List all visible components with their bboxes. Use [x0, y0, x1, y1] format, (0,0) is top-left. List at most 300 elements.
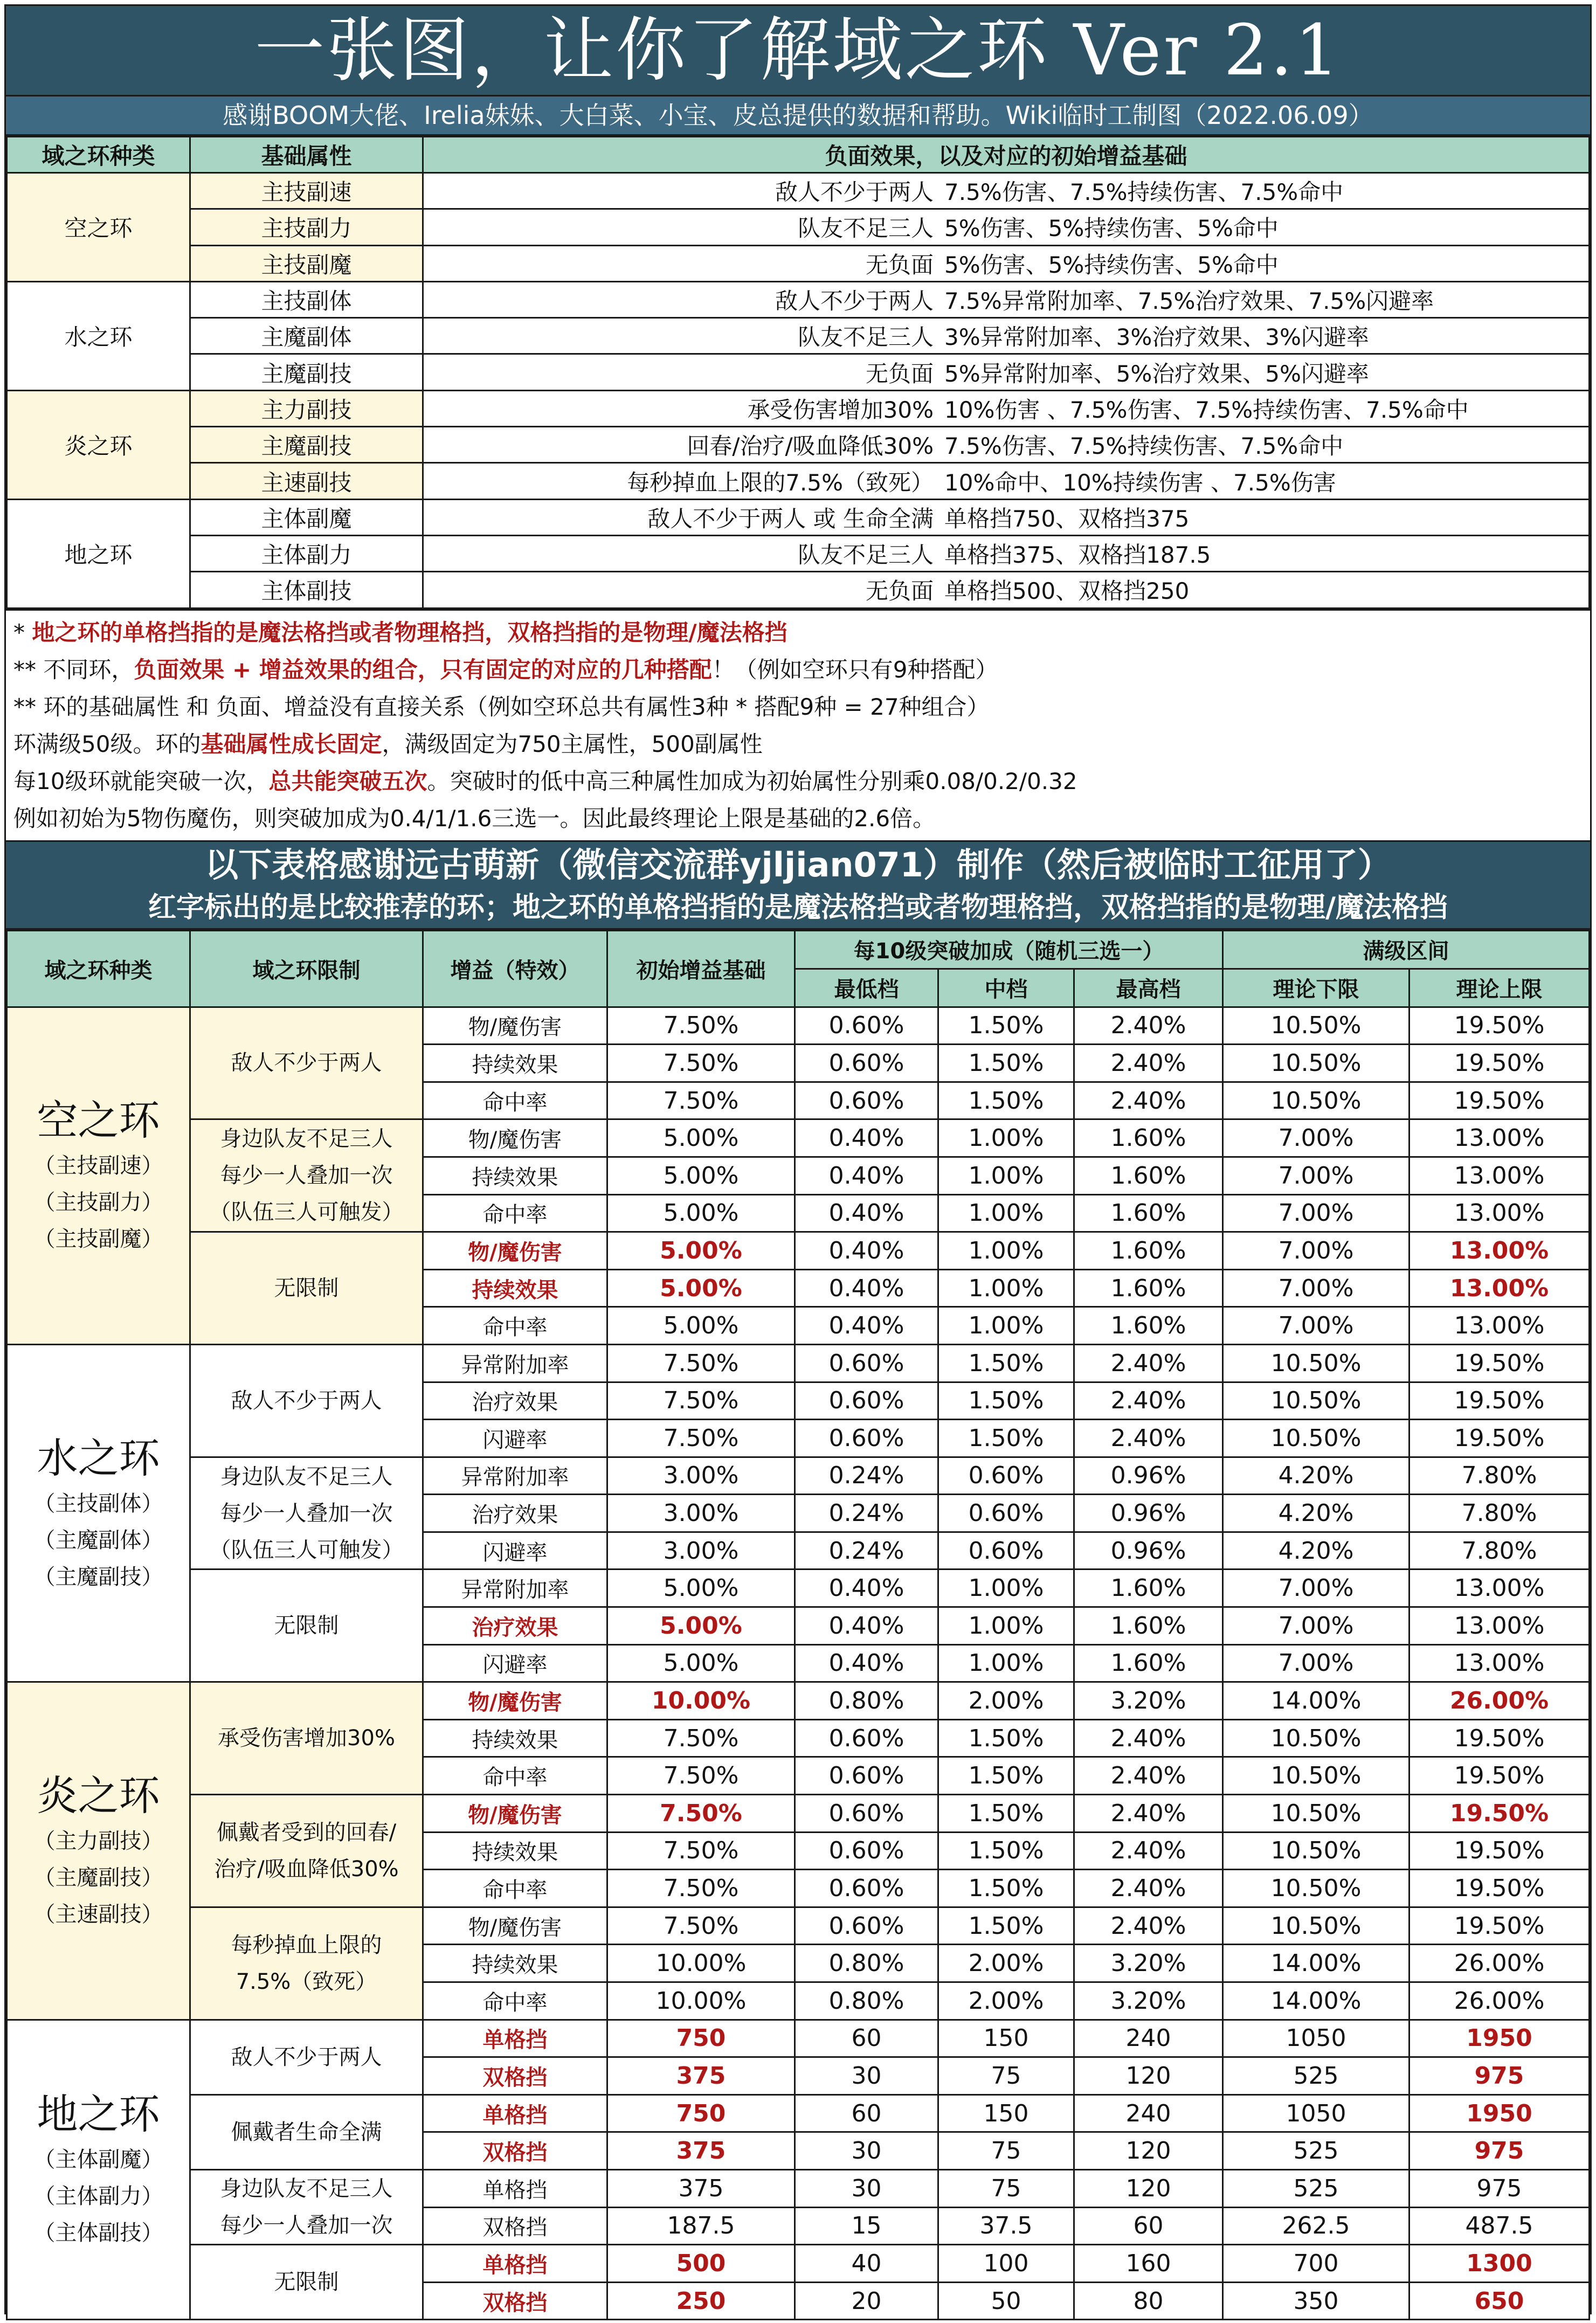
gain-cell: 命中率: [423, 1982, 607, 2020]
init-cell: 7.50%: [607, 1832, 795, 1870]
min-cell: 10.50%: [1223, 1870, 1410, 1907]
mid-cell: 0.60%: [938, 1495, 1074, 1532]
note-2: ** 不同环，负面效果 + 增益效果的组合，只有固定的对应的几种搭配！（例如空环只有9种搭配）: [13, 656, 998, 683]
mid-cell: 2.00%: [938, 1945, 1074, 1982]
negative-effect: 无负面: [865, 578, 934, 605]
min-cell: 14.00%: [1223, 1982, 1410, 2020]
header-max-range: 满级区间: [1223, 930, 1590, 969]
limit-cell: [190, 2094, 423, 2169]
max-cell: 13.00%: [1410, 1232, 1590, 1270]
max-cell: 13.00%: [1410, 1607, 1590, 1645]
min-cell: 10.50%: [1223, 1757, 1410, 1795]
base-attr-cell: 主速副技: [190, 463, 423, 499]
overview-row: [7, 209, 1590, 245]
detail-row: [7, 2245, 1590, 2283]
limit-line: 身边队友不足三人: [220, 2176, 393, 2202]
overview-row: [7, 572, 1590, 608]
low-cell: 0.60%: [795, 1082, 938, 1119]
mid-cell: 1.50%: [938, 1757, 1074, 1795]
min-cell: 7.00%: [1223, 1307, 1410, 1345]
header-low: 最低档: [795, 969, 938, 1007]
init-cell: 375: [607, 2057, 795, 2095]
low-cell: 0.60%: [795, 1719, 938, 1757]
min-cell: 7.00%: [1223, 1607, 1410, 1645]
note-2-highlight: 负面效果 + 增益效果的组合，只有固定的对应的几种搭配: [134, 656, 712, 683]
base-attr-cell: 主体副力: [190, 535, 423, 571]
overview-row: [7, 499, 1590, 535]
max-cell: 19.50%: [1410, 1007, 1590, 1045]
gain-cell: 命中率: [423, 1194, 607, 1232]
detail-row: [7, 1119, 1590, 1157]
max-cell: 975: [1410, 2169, 1590, 2207]
high-cell: 2.40%: [1074, 1382, 1223, 1420]
min-cell: 7.00%: [1223, 1194, 1410, 1232]
init-cell: 500: [607, 2245, 795, 2283]
high-cell: 2.40%: [1074, 1795, 1223, 1833]
init-cell: 5.00%: [607, 1570, 795, 1607]
init-cell: 750: [607, 2020, 795, 2057]
high-cell: 0.96%: [1074, 1495, 1223, 1532]
init-cell: 10.00%: [607, 1682, 795, 1720]
base-attr-cell: 主技副力: [190, 209, 423, 245]
ring-name-cell: [7, 1007, 190, 1344]
effect-cell: [423, 281, 1590, 317]
limit-line: 承受伤害增加30%: [218, 1726, 395, 1751]
max-cell: 26.00%: [1410, 1682, 1590, 1720]
ring-type-cell: 炎之环: [7, 390, 190, 499]
low-cell: 60: [795, 2094, 938, 2132]
gain-cell: 物/魔伤害: [423, 1795, 607, 1833]
mid-cell: 1.50%: [938, 1832, 1074, 1870]
min-cell: 700: [1223, 2245, 1410, 2283]
overview-row: [7, 463, 1590, 499]
mid-cell: 2.00%: [938, 1982, 1074, 2020]
high-cell: 2.40%: [1074, 1007, 1223, 1045]
gain-cell: 持续效果: [423, 1832, 607, 1870]
limit-cell: [190, 1907, 423, 2020]
effect-inner: [427, 320, 1585, 352]
limit-line: 无限制: [274, 2270, 339, 2295]
negative-effect: 回春/治疗/吸血降低30%: [687, 433, 934, 460]
high-cell: 2.40%: [1074, 1907, 1223, 1945]
low-cell: 30: [795, 2132, 938, 2170]
gain-cell: 双格挡: [423, 2057, 607, 2095]
effect-inner: [427, 175, 1585, 207]
init-cell: 5.00%: [607, 1194, 795, 1232]
initial-gain: 7.5%伤害、7.5%持续伤害、7.5%命中: [944, 433, 1344, 460]
high-cell: 1.60%: [1074, 1119, 1223, 1157]
low-cell: 0.40%: [795, 1307, 938, 1345]
initial-gain: 5%伤害、5%持续伤害、5%命中: [944, 215, 1279, 242]
mid-cell: 1.50%: [938, 1795, 1074, 1833]
mid-cell: 1.50%: [938, 1045, 1074, 1082]
init-cell: 7.50%: [607, 1382, 795, 1420]
limit-line: 每少一人叠加一次: [220, 1163, 393, 1188]
min-cell: 1050: [1223, 2094, 1410, 2132]
negative-effect: 无负面: [865, 251, 934, 278]
init-cell: 5.00%: [607, 1307, 795, 1345]
limit-cell: [190, 1232, 423, 1345]
header-mid: 中档: [938, 969, 1074, 1007]
high-cell: 2.40%: [1074, 1420, 1223, 1457]
base-attr-cell: 主力副技: [190, 390, 423, 426]
limit-cell: [190, 2169, 423, 2244]
base-attr-cell: 主技副体: [190, 281, 423, 317]
init-cell: 5.00%: [607, 1607, 795, 1645]
initial-gain: 5%异常附加率、5%治疗效果、5%闪避率: [944, 360, 1369, 387]
low-cell: 20: [795, 2282, 938, 2320]
detail-row: [7, 1570, 1590, 1607]
mid-cell: 1.50%: [938, 1082, 1074, 1119]
low-cell: 0.80%: [795, 1682, 938, 1720]
mid-cell: 1.00%: [938, 1570, 1074, 1607]
max-cell: 13.00%: [1410, 1570, 1590, 1607]
negative-effect: 敌人不少于两人 或 生命全满: [647, 505, 934, 532]
gain-cell: 异常附加率: [423, 1344, 607, 1382]
effect-cell: [423, 499, 1590, 535]
max-cell: 26.00%: [1410, 1982, 1590, 2020]
initial-gain: 单格挡750、双格挡375: [944, 505, 1190, 532]
effect-cell: [423, 572, 1590, 608]
min-cell: 10.50%: [1223, 1420, 1410, 1457]
ring-attr: （主魔副体）: [33, 1527, 163, 1553]
gain-cell: 持续效果: [423, 1269, 607, 1307]
max-cell: 19.50%: [1410, 1795, 1590, 1833]
low-cell: 0.40%: [795, 1232, 938, 1270]
min-cell: 1050: [1223, 2020, 1410, 2057]
limit-cell: [190, 1344, 423, 1457]
effect-inner: [427, 392, 1585, 425]
low-cell: 0.60%: [795, 1757, 938, 1795]
ring-name: 空之环: [37, 1096, 160, 1145]
init-cell: 187.5: [607, 2207, 795, 2245]
initial-gain: 10%命中、10%持续伤害 、7.5%伤害: [944, 469, 1336, 496]
base-attr-cell: 主技副速: [190, 173, 423, 209]
effect-inner: [427, 247, 1585, 280]
min-cell: 525: [1223, 2169, 1410, 2207]
base-attr-cell: 主魔副体: [190, 318, 423, 354]
effect-inner: [427, 537, 1585, 570]
high-cell: 3.20%: [1074, 1982, 1223, 2020]
ring-detail-table: [6, 930, 1590, 2321]
effect-cell: [423, 354, 1590, 390]
gain-cell: 物/魔伤害: [423, 1007, 607, 1045]
gain-cell: 闪避率: [423, 1532, 607, 1570]
mid-cell: 1.50%: [938, 1382, 1074, 1420]
high-cell: 2.40%: [1074, 1344, 1223, 1382]
ring-attr: （主力副技）: [33, 1828, 163, 1854]
mid-cell: 1.00%: [938, 1119, 1074, 1157]
mid-cell: 37.5: [938, 2207, 1074, 2245]
low-cell: 0.40%: [795, 1607, 938, 1645]
min-cell: 7.00%: [1223, 1232, 1410, 1270]
high-cell: 1.60%: [1074, 1570, 1223, 1607]
max-cell: 13.00%: [1410, 1644, 1590, 1682]
init-cell: 7.50%: [607, 1907, 795, 1945]
max-cell: 1950: [1410, 2094, 1590, 2132]
high-cell: 3.20%: [1074, 1682, 1223, 1720]
mid-cell: 75: [938, 2057, 1074, 2095]
low-cell: 30: [795, 2057, 938, 2095]
gain-cell: 单格挡: [423, 2169, 607, 2207]
min-cell: 350: [1223, 2282, 1410, 2320]
min-cell: 7.00%: [1223, 1157, 1410, 1194]
limit-line: 治疗/吸血降低30%: [214, 1856, 399, 1882]
effect-cell: [423, 318, 1590, 354]
initial-gain: 单格挡500、双格挡250: [944, 578, 1190, 605]
min-cell: 4.20%: [1223, 1495, 1410, 1532]
init-cell: 375: [607, 2169, 795, 2207]
max-cell: 1300: [1410, 2245, 1590, 2283]
ring-name-cell: [7, 1682, 190, 2020]
high-cell: 240: [1074, 2094, 1223, 2132]
low-cell: 0.60%: [795, 1907, 938, 1945]
high-cell: 160: [1074, 2245, 1223, 2283]
max-cell: 19.50%: [1410, 1344, 1590, 1382]
max-cell: 19.50%: [1410, 1045, 1590, 1082]
high-cell: 1.60%: [1074, 1307, 1223, 1345]
gain-cell: 治疗效果: [423, 1607, 607, 1645]
mid-cell: 2.00%: [938, 1682, 1074, 1720]
ring-type-cell: 地之环: [7, 499, 190, 608]
gain-cell: 持续效果: [423, 1719, 607, 1757]
overview-header-row: [7, 137, 1590, 173]
limit-cell: [190, 2245, 423, 2320]
gain-cell: 命中率: [423, 1307, 607, 1345]
gain-cell: 单格挡: [423, 2094, 607, 2132]
limit-line: 敌人不少于两人: [231, 1388, 382, 1413]
init-cell: 7.50%: [607, 1719, 795, 1757]
max-cell: 19.50%: [1410, 1907, 1590, 1945]
low-cell: 0.60%: [795, 1832, 938, 1870]
negative-effect: 承受伤害增加30%: [747, 396, 934, 423]
max-cell: 7.80%: [1410, 1532, 1590, 1570]
effect-inner: [427, 211, 1585, 243]
init-cell: 10.00%: [607, 1945, 795, 1982]
ring-attr: （主速副技）: [33, 1902, 163, 1927]
max-cell: 13.00%: [1410, 1194, 1590, 1232]
high-cell: 1.60%: [1074, 1644, 1223, 1682]
init-cell: 7.50%: [607, 1045, 795, 1082]
note-4: 环满级50级。环的基础属性成长固定，满级固定为750主属性，500副属性: [13, 730, 763, 757]
init-cell: 375: [607, 2132, 795, 2170]
ring-type-cell: 水之环: [7, 281, 190, 390]
init-cell: 5.00%: [607, 1644, 795, 1682]
note-3: ** 环的基础属性 和 负面、增益没有直接关系（例如空环总共有属性3种 * 搭配9种 = 27种组合）: [13, 693, 990, 720]
min-cell: 525: [1223, 2057, 1410, 2095]
gain-cell: 双格挡: [423, 2132, 607, 2170]
low-cell: 0.60%: [795, 1795, 938, 1833]
low-cell: 60: [795, 2020, 938, 2057]
high-cell: 120: [1074, 2132, 1223, 2170]
detail-row: [7, 2094, 1590, 2132]
min-cell: 4.20%: [1223, 1457, 1410, 1495]
detail-row: [7, 2169, 1590, 2207]
effect-cell: [423, 463, 1590, 499]
high-cell: 60: [1074, 2207, 1223, 2245]
mid-cell: 150: [938, 2094, 1074, 2132]
limit-cell: [190, 1119, 423, 1232]
high-cell: 120: [1074, 2169, 1223, 2207]
max-cell: 19.50%: [1410, 1420, 1590, 1457]
ring-attr: （主魔副技）: [33, 1865, 163, 1890]
ring-name: 地之环: [37, 2090, 160, 2139]
init-cell: 7.50%: [607, 1795, 795, 1833]
low-cell: 0.24%: [795, 1457, 938, 1495]
ring-name: 炎之环: [37, 1771, 160, 1820]
mid-cell: 1.50%: [938, 1007, 1074, 1045]
note-4-highlight: 基础属性成长固定: [201, 730, 382, 757]
limit-line: 身边队友不足三人: [220, 1464, 393, 1489]
detail-header-row-1: [7, 930, 1590, 969]
max-cell: 650: [1410, 2282, 1590, 2320]
gain-cell: 持续效果: [423, 1157, 607, 1194]
effect-inner: [427, 501, 1585, 534]
max-cell: 975: [1410, 2132, 1590, 2170]
min-cell: 10.50%: [1223, 1344, 1410, 1382]
low-cell: 15: [795, 2207, 938, 2245]
init-cell: 3.00%: [607, 1532, 795, 1570]
initial-gain: 7.5%异常附加率、7.5%治疗效果、7.5%闪避率: [944, 288, 1434, 315]
mid-cell: 1.00%: [938, 1644, 1074, 1682]
limit-line: 身边队友不足三人: [220, 1126, 393, 1152]
mid-cell: 75: [938, 2169, 1074, 2207]
limit-cell: [190, 1682, 423, 1795]
mid-cell: 1.00%: [938, 1269, 1074, 1307]
max-cell: 13.00%: [1410, 1269, 1590, 1307]
detail-row: [7, 1344, 1590, 1382]
ring-name-cell: [7, 1344, 190, 1682]
max-cell: 7.80%: [1410, 1457, 1590, 1495]
init-cell: 5.00%: [607, 1269, 795, 1307]
credit-line: 感谢BOOM大佬、Irelia妹妹、大白菜、小宝、皮总提供的数据和帮助。Wiki临时工制图（2022.06.09）: [6, 95, 1590, 136]
gain-cell: 命中率: [423, 1870, 607, 1907]
mid-cell: 1.00%: [938, 1194, 1074, 1232]
infographic: [4, 4, 1592, 2314]
effect-inner: [427, 573, 1585, 606]
gain-cell: 异常附加率: [423, 1570, 607, 1607]
header-gain: 增益（特效）: [423, 930, 607, 1007]
low-cell: 30: [795, 2169, 938, 2207]
mid-cell: 1.50%: [938, 1907, 1074, 1945]
mid-cell: 0.60%: [938, 1457, 1074, 1495]
max-cell: 1950: [1410, 2020, 1590, 2057]
note-1-highlight: 地之环的单格挡指的是魔法格挡或者物理格挡，双格挡指的是物理/魔法格挡: [32, 619, 787, 646]
limit-cell: [190, 1457, 423, 1570]
note-6: 例如初始为5物伤魔伤，则突破加成为0.4/1/1.6三选一。因此最终理论上限是基础的2.6倍。: [13, 805, 936, 832]
high-cell: 2.40%: [1074, 1045, 1223, 1082]
init-cell: 3.00%: [607, 1495, 795, 1532]
gain-cell: 异常附加率: [423, 1457, 607, 1495]
high-cell: 80: [1074, 2282, 1223, 2320]
min-cell: 10.50%: [1223, 1007, 1410, 1045]
low-cell: 0.40%: [795, 1194, 938, 1232]
min-cell: 7.00%: [1223, 1269, 1410, 1307]
gain-cell: 物/魔伤害: [423, 1119, 607, 1157]
overview-row: [7, 427, 1590, 463]
min-cell: 10.50%: [1223, 1045, 1410, 1082]
gain-cell: 命中率: [423, 1082, 607, 1119]
negative-effect: 无负面: [865, 360, 934, 387]
negative-effect: 队友不足三人: [797, 542, 934, 569]
low-cell: 0.60%: [795, 1007, 938, 1045]
effect-inner: [427, 284, 1585, 316]
min-cell: 10.50%: [1223, 1719, 1410, 1757]
effect-inner: [427, 465, 1585, 497]
limit-line: 7.5%（致死）: [236, 1969, 377, 1994]
initial-gain: 7.5%伤害、7.5%持续伤害、7.5%命中: [944, 179, 1344, 206]
gain-cell: 双格挡: [423, 2207, 607, 2245]
mid-cell: 1.00%: [938, 1607, 1074, 1645]
low-cell: 0.60%: [795, 1045, 938, 1082]
gain-cell: 单格挡: [423, 2245, 607, 2283]
negative-effect: 敌人不少于两人: [775, 179, 934, 206]
limit-cell: [190, 1795, 423, 1907]
effect-cell: [423, 245, 1590, 281]
ring-attr: （主体副技）: [33, 2221, 163, 2246]
header-base-attr: 基础属性: [190, 137, 423, 173]
initial-gain: 5%伤害、5%持续伤害、5%命中: [944, 251, 1279, 278]
low-cell: 0.80%: [795, 1982, 938, 2020]
page-title: 一张图，让你了解域之环 Ver 2.1: [6, 6, 1590, 95]
header-ring-type: 域之环种类: [7, 137, 190, 173]
max-cell: 13.00%: [1410, 1157, 1590, 1194]
min-cell: 7.00%: [1223, 1119, 1410, 1157]
min-cell: 10.50%: [1223, 1382, 1410, 1420]
low-cell: 0.80%: [795, 1945, 938, 1982]
low-cell: 0.60%: [795, 1344, 938, 1382]
high-cell: 2.40%: [1074, 1719, 1223, 1757]
limit-line: （队伍三人可触发）: [209, 1200, 404, 1225]
mid-cell: 1.00%: [938, 1307, 1074, 1345]
note-5: 每10级环就能突破一次，总共能突破五次。突破时的低中高三种属性加成为初始属性分别乘0.08/0.2/0.32: [13, 768, 1077, 794]
high-cell: 1.60%: [1074, 1269, 1223, 1307]
overview-row: [7, 354, 1590, 390]
min-cell: 4.20%: [1223, 1532, 1410, 1570]
overview-row: [7, 245, 1590, 281]
limit-cell: [190, 1570, 423, 1682]
low-cell: 0.24%: [795, 1532, 938, 1570]
detail-row: [7, 2020, 1590, 2057]
max-cell: 19.50%: [1410, 1757, 1590, 1795]
ring-attr: （主技副速）: [33, 1153, 163, 1179]
effect-inner: [427, 428, 1585, 461]
limit-line: 佩戴者生命全满: [231, 2119, 382, 2145]
min-cell: 14.00%: [1223, 1945, 1410, 1982]
max-cell: 975: [1410, 2057, 1590, 2095]
gain-cell: 闪避率: [423, 1420, 607, 1457]
min-cell: 262.5: [1223, 2207, 1410, 2245]
max-cell: 487.5: [1410, 2207, 1590, 2245]
ring-attr: （主技副力）: [33, 1190, 163, 1215]
header-high: 最高档: [1074, 969, 1223, 1007]
detail-row: [7, 1007, 1590, 1045]
low-cell: 0.60%: [795, 1870, 938, 1907]
low-cell: 0.60%: [795, 1420, 938, 1457]
max-cell: 19.50%: [1410, 1082, 1590, 1119]
init-cell: 7.50%: [607, 1007, 795, 1045]
mid-cell: 1.50%: [938, 1870, 1074, 1907]
effect-inner: [427, 356, 1585, 389]
negative-effect: 每秒掉血上限的7.5%（致死）: [627, 469, 934, 496]
ring-name-cell: [7, 2020, 190, 2320]
max-cell: 13.00%: [1410, 1119, 1590, 1157]
limit-line: 敌人不少于两人: [231, 2044, 382, 2070]
low-cell: 0.40%: [795, 1644, 938, 1682]
effect-cell: [423, 209, 1590, 245]
mid-cell: 50: [938, 2282, 1074, 2320]
gain-cell: 物/魔伤害: [423, 1907, 607, 1945]
